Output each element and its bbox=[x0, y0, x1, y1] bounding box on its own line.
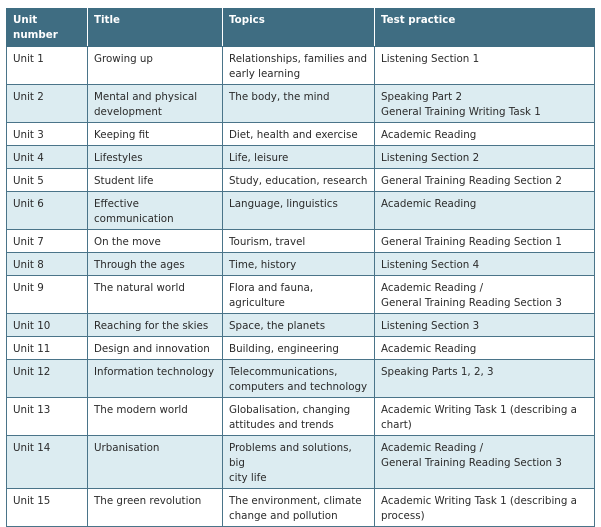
cell-test-practice: Speaking Parts 1, 2, 3 bbox=[375, 360, 595, 398]
cell-unit-number: Unit 7 bbox=[7, 230, 88, 253]
table-row bbox=[7, 85, 595, 123]
cell-test-practice: Academic Reading bbox=[375, 192, 595, 230]
cell-topics: Telecommunications, computers and technology bbox=[223, 360, 375, 398]
cell-test-practice: Academic Reading bbox=[375, 123, 595, 146]
table-row bbox=[7, 230, 595, 253]
header-unit-number: Unit number bbox=[7, 8, 88, 47]
table-row bbox=[7, 489, 595, 527]
cell-topics: Diet, health and exercise bbox=[223, 123, 375, 146]
cell-title: The green revolution bbox=[88, 489, 223, 527]
table-row bbox=[7, 192, 595, 230]
cell-topics: Problems and solutions, big city life bbox=[223, 436, 375, 489]
table-row bbox=[7, 169, 595, 192]
cell-title: On the move bbox=[88, 230, 223, 253]
cell-topics: Study, education, research bbox=[223, 169, 375, 192]
cell-test-practice: General Training Reading Section 1 bbox=[375, 230, 595, 253]
table-row bbox=[7, 276, 595, 314]
cell-topics: Space, the planets bbox=[223, 314, 375, 337]
cell-title: Through the ages bbox=[88, 253, 223, 276]
cell-title: Information technology bbox=[88, 360, 223, 398]
cell-title: Urbanisation bbox=[88, 436, 223, 489]
header-row bbox=[7, 8, 595, 47]
cell-unit-number: Unit 9 bbox=[7, 276, 88, 314]
header-test-practice: Test practice bbox=[375, 8, 595, 47]
table-row bbox=[7, 47, 595, 85]
cell-title: Design and innovation bbox=[88, 337, 223, 360]
cell-test-practice: Speaking Part 2 General Training Writing Task 1 bbox=[375, 85, 595, 123]
course-map-table bbox=[6, 8, 595, 527]
cell-title: Reaching for the skies bbox=[88, 314, 223, 337]
cell-title: The modern world bbox=[88, 398, 223, 436]
cell-test-practice: Listening Section 2 bbox=[375, 146, 595, 169]
cell-test-practice: Listening Section 3 bbox=[375, 314, 595, 337]
cell-unit-number: Unit 10 bbox=[7, 314, 88, 337]
cell-test-practice: Academic Reading / General Training Reading Section 3 bbox=[375, 276, 595, 314]
cell-test-practice: Academic Writing Task 1 (describing a process) bbox=[375, 489, 595, 527]
cell-unit-number: Unit 4 bbox=[7, 146, 88, 169]
header-topics: Topics bbox=[223, 8, 375, 47]
header-title: Title bbox=[88, 8, 223, 47]
cell-topics: The environment, climate change and pollution bbox=[223, 489, 375, 527]
cell-topics: Globalisation, changing attitudes and trends bbox=[223, 398, 375, 436]
cell-topics: Flora and fauna, agriculture bbox=[223, 276, 375, 314]
table-row bbox=[7, 398, 595, 436]
cell-title: The natural world bbox=[88, 276, 223, 314]
cell-title: Lifestyles bbox=[88, 146, 223, 169]
table-row bbox=[7, 253, 595, 276]
table-row bbox=[7, 314, 595, 337]
cell-topics: Life, leisure bbox=[223, 146, 375, 169]
cell-topics: The body, the mind bbox=[223, 85, 375, 123]
cell-test-practice: Academic Writing Task 1 (describing a chart) bbox=[375, 398, 595, 436]
cell-unit-number: Unit 14 bbox=[7, 436, 88, 489]
cell-unit-number: Unit 5 bbox=[7, 169, 88, 192]
table-row bbox=[7, 436, 595, 489]
cell-unit-number: Unit 1 bbox=[7, 47, 88, 85]
cell-title: Keeping fit bbox=[88, 123, 223, 146]
cell-unit-number: Unit 2 bbox=[7, 85, 88, 123]
cell-topics: Language, linguistics bbox=[223, 192, 375, 230]
cell-unit-number: Unit 8 bbox=[7, 253, 88, 276]
cell-topics: Tourism, travel bbox=[223, 230, 375, 253]
cell-title: Growing up bbox=[88, 47, 223, 85]
table-body bbox=[7, 47, 595, 527]
cell-test-practice: General Training Reading Section 2 bbox=[375, 169, 595, 192]
course-map-table-container bbox=[6, 8, 594, 527]
cell-title: Effective communication bbox=[88, 192, 223, 230]
table-row bbox=[7, 146, 595, 169]
cell-test-practice: Listening Section 1 bbox=[375, 47, 595, 85]
cell-unit-number: Unit 6 bbox=[7, 192, 88, 230]
cell-test-practice: Academic Reading / General Training Reading Section 3 bbox=[375, 436, 595, 489]
cell-title: Mental and physical development bbox=[88, 85, 223, 123]
cell-topics: Time, history bbox=[223, 253, 375, 276]
table-row bbox=[7, 337, 595, 360]
cell-test-practice: Listening Section 4 bbox=[375, 253, 595, 276]
table-header bbox=[7, 8, 595, 47]
cell-test-practice: Academic Reading bbox=[375, 337, 595, 360]
cell-unit-number: Unit 11 bbox=[7, 337, 88, 360]
cell-topics: Building, engineering bbox=[223, 337, 375, 360]
cell-unit-number: Unit 15 bbox=[7, 489, 88, 527]
table-row bbox=[7, 123, 595, 146]
cell-unit-number: Unit 3 bbox=[7, 123, 88, 146]
cell-topics: Relationships, families and early learning bbox=[223, 47, 375, 85]
cell-unit-number: Unit 13 bbox=[7, 398, 88, 436]
cell-unit-number: Unit 12 bbox=[7, 360, 88, 398]
table-row bbox=[7, 360, 595, 398]
cell-title: Student life bbox=[88, 169, 223, 192]
